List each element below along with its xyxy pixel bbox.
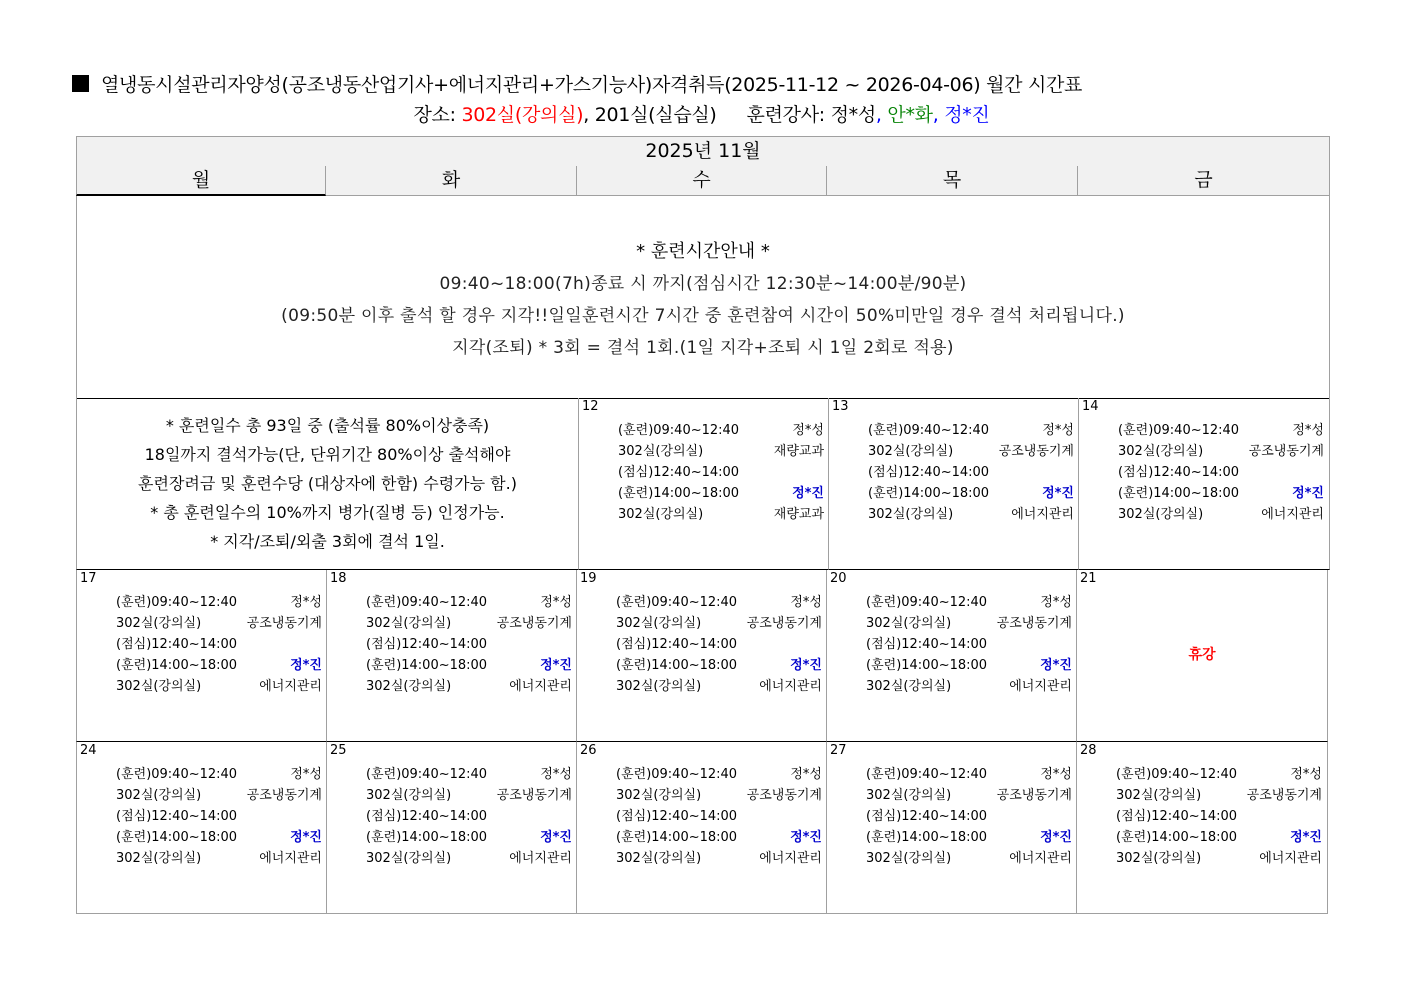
day-schedule — [1116, 764, 1322, 869]
day-schedule — [618, 420, 824, 525]
am-room: 302실(강의실) — [366, 616, 452, 631]
weekday-fri: 금 — [1078, 166, 1330, 196]
calendar-table — [76, 136, 1330, 916]
am-room: 302실(강의실) — [116, 616, 202, 631]
am-room: 302실(강의실) — [1118, 444, 1204, 459]
am-subject: 공조냉동기계 — [746, 788, 822, 803]
pm-time: (훈련)14:00~18:00 — [868, 486, 990, 501]
holiday-label: 휴강 — [1188, 647, 1216, 663]
day-cell — [576, 570, 826, 742]
day-number: 13 — [832, 399, 849, 414]
am-room-subject — [616, 613, 822, 634]
pm-subject: 에너지관리 — [1009, 851, 1072, 866]
pm-subject: 에너지관리 — [509, 851, 572, 866]
lunch-time: (점심)12:40~14:00 — [616, 809, 738, 824]
title-text: 열냉동시설관리자양성(공조냉동산업기사+에너지관리+가스기능사)자격취득(2025-11-12 ~ 2026-04-06) 월간 시간표 — [101, 74, 1083, 96]
day-number: 12 — [582, 399, 599, 414]
subtitle: 장소: 302실(강의실), 201실(실습실) 훈련강사: 정*성, 안*화, 정*진 — [413, 104, 990, 126]
notice-line: (09:50분 이후 출석 할 경우 지각!!일일훈련시간 7시간 중 훈련참여 시간이 50%미만일 경우 결석 처리됩니다.) — [281, 306, 1125, 326]
pm-instructor: 정*진 — [1292, 486, 1324, 501]
am-room: 302실(강의실) — [618, 444, 704, 459]
lunch — [616, 634, 822, 655]
pm-session — [366, 827, 572, 848]
am-session — [1116, 764, 1322, 785]
location-rest: , 201실(실습실) — [583, 104, 717, 126]
am-time: (훈련)09:40~12:40 — [116, 595, 238, 610]
lunch — [866, 634, 1072, 655]
month-header: 2025년 11월 — [76, 136, 1330, 167]
pm-room-subject — [116, 848, 322, 869]
day-cell — [578, 398, 828, 570]
pm-time: (훈련)14:00~18:00 — [866, 658, 988, 673]
am-session — [116, 764, 322, 785]
lunch-time: (점심)12:40~14:00 — [1116, 809, 1238, 824]
day-number: 28 — [1080, 743, 1097, 758]
am-instructor: 정*성 — [290, 767, 322, 782]
am-time: (훈련)09:40~12:40 — [618, 423, 740, 438]
day-schedule — [366, 764, 572, 869]
pm-subject: 에너지관리 — [1259, 851, 1322, 866]
pm-subject: 에너지관리 — [1009, 679, 1072, 694]
am-instructor: 정*성 — [790, 595, 822, 610]
pm-time: (훈련)14:00~18:00 — [618, 486, 740, 501]
am-room: 302실(강의실) — [616, 616, 702, 631]
am-subject: 공조냉동기계 — [996, 788, 1072, 803]
rule-line: * 지각/조퇴/외출 3회에 결석 1일. — [210, 532, 445, 551]
am-session — [868, 420, 1074, 441]
pm-session — [866, 655, 1072, 676]
am-room: 302실(강의실) — [116, 788, 202, 803]
day-cell — [326, 570, 576, 742]
pm-instructor: 정*진 — [540, 658, 572, 673]
pm-time: (훈련)14:00~18:00 — [116, 830, 238, 845]
am-time: (훈련)09:40~12:40 — [1116, 767, 1238, 782]
am-session — [616, 592, 822, 613]
day-cell — [826, 742, 1076, 914]
am-room: 302실(강의실) — [366, 788, 452, 803]
pm-room: 302실(강의실) — [868, 507, 954, 522]
am-time: (훈련)09:40~12:40 — [616, 767, 738, 782]
day-schedule — [616, 592, 822, 697]
pm-room-subject — [866, 676, 1072, 697]
pm-session — [616, 827, 822, 848]
am-time: (훈련)09:40~12:40 — [866, 767, 988, 782]
lunch-time: (점심)12:40~14:00 — [866, 637, 988, 652]
am-subject: 공조냉동기계 — [246, 788, 322, 803]
notice-heading: * 훈련시간안내 * — [636, 241, 770, 262]
pm-instructor: 정*진 — [290, 830, 322, 845]
lunch-time: (점심)12:40~14:00 — [116, 809, 238, 824]
pm-session — [1116, 827, 1322, 848]
pm-instructor: 정*진 — [792, 486, 824, 501]
am-instructor: 정*성 — [1290, 767, 1322, 782]
lunch — [366, 806, 572, 827]
pm-room: 302실(강의실) — [116, 851, 202, 866]
am-session — [366, 592, 572, 613]
am-session — [866, 764, 1072, 785]
day-cell — [1076, 570, 1328, 742]
pm-room: 302실(강의실) — [1118, 507, 1204, 522]
am-subject: 공조냉동기계 — [1248, 444, 1324, 459]
lunch-time: (점심)12:40~14:00 — [618, 465, 740, 480]
lunch — [1118, 462, 1324, 483]
pm-room: 302실(강의실) — [616, 679, 702, 694]
am-instructor: 정*성 — [1292, 423, 1324, 438]
am-room-subject — [366, 785, 572, 806]
am-session — [1118, 420, 1324, 441]
pm-room: 302실(강의실) — [116, 679, 202, 694]
pm-room: 302실(강의실) — [618, 507, 704, 522]
day-schedule — [868, 420, 1074, 525]
rule-line: 훈련장려금 및 훈련수당 (대상자에 한함) 수령가능 함.) — [138, 474, 517, 493]
am-instructor: 정*성 — [540, 595, 572, 610]
am-room-subject — [866, 613, 1072, 634]
day-cell — [828, 398, 1078, 570]
pm-room-subject — [616, 676, 822, 697]
pm-instructor: 정*진 — [1042, 486, 1074, 501]
am-time: (훈련)09:40~12:40 — [366, 767, 488, 782]
am-room-subject — [616, 785, 822, 806]
am-time: (훈련)09:40~12:40 — [116, 767, 238, 782]
pm-subject: 에너지관리 — [759, 851, 822, 866]
am-time: (훈련)09:40~12:40 — [616, 595, 738, 610]
pm-instructor: 정*진 — [790, 830, 822, 845]
am-room-subject — [618, 441, 824, 462]
lunch — [618, 462, 824, 483]
pm-room-subject — [116, 676, 322, 697]
pm-instructor: 정*진 — [540, 830, 572, 845]
pm-time: (훈련)14:00~18:00 — [366, 658, 488, 673]
am-instructor: 정*성 — [1040, 595, 1072, 610]
lunch — [616, 806, 822, 827]
rule-line: * 총 훈련일수의 10%까지 병가(질병 등) 인정가능. — [150, 503, 505, 522]
pm-room-subject — [1116, 848, 1322, 869]
day-cell — [76, 742, 326, 914]
am-subject: 공조냉동기계 — [746, 616, 822, 631]
pm-time: (훈련)14:00~18:00 — [116, 658, 238, 673]
am-session — [616, 764, 822, 785]
pm-room-subject — [868, 504, 1074, 525]
lunch — [1116, 806, 1322, 827]
lunch-time: (점심)12:40~14:00 — [868, 465, 990, 480]
am-instructor: 정*성 — [792, 423, 824, 438]
pm-subject: 에너지관리 — [509, 679, 572, 694]
week-row — [76, 570, 1330, 742]
am-subject: 공조냉동기계 — [1246, 788, 1322, 803]
document-title — [72, 70, 1332, 97]
day-schedule — [116, 592, 322, 697]
am-subject: 공조냉동기계 — [496, 616, 572, 631]
am-session — [116, 592, 322, 613]
am-instructor: 정*성 — [1042, 423, 1074, 438]
pm-instructor: 정*진 — [290, 658, 322, 673]
pm-subject: 에너지관리 — [259, 679, 322, 694]
am-room-subject — [116, 785, 322, 806]
pm-time: (훈련)14:00~18:00 — [366, 830, 488, 845]
pm-subject: 에너지관리 — [259, 851, 322, 866]
lunch — [868, 462, 1074, 483]
am-time: (훈련)09:40~12:40 — [1118, 423, 1240, 438]
pm-instructor: 정*진 — [1040, 658, 1072, 673]
am-instructor: 정*성 — [540, 767, 572, 782]
instructor-3: 정*진 — [944, 104, 990, 126]
pm-room: 302실(강의실) — [366, 679, 452, 694]
am-room: 302실(강의실) — [616, 788, 702, 803]
am-time: (훈련)09:40~12:40 — [366, 595, 488, 610]
weekday-thu: 목 — [827, 166, 1078, 196]
am-room-subject — [116, 613, 322, 634]
lunch-time: (점심)12:40~14:00 — [366, 637, 488, 652]
pm-subject: 에너지관리 — [1011, 507, 1074, 522]
am-subject: 공조냉동기계 — [246, 616, 322, 631]
pm-session — [616, 655, 822, 676]
day-number: 25 — [330, 743, 347, 758]
notice-line: 09:40~18:00(7h)종료 시 까지(점심시간 12:30분~14:00분/90분) — [439, 274, 967, 294]
day-cell — [826, 570, 1076, 742]
am-subject: 공조냉동기계 — [496, 788, 572, 803]
weekday-header-row — [76, 166, 1330, 196]
am-room: 302실(강의실) — [866, 616, 952, 631]
am-time: (훈련)09:40~12:40 — [866, 595, 988, 610]
lunch-time: (점심)12:40~14:00 — [616, 637, 738, 652]
pm-session — [618, 483, 824, 504]
am-room-subject — [366, 613, 572, 634]
lunch — [116, 806, 322, 827]
weekday-wed: 수 — [577, 166, 827, 196]
am-room-subject — [1116, 785, 1322, 806]
pm-session — [1118, 483, 1324, 504]
instructor-1: 정*성 — [830, 104, 876, 126]
pm-room: 302실(강의실) — [366, 851, 452, 866]
pm-room-subject — [866, 848, 1072, 869]
am-room: 302실(강의실) — [1116, 788, 1202, 803]
pm-session — [116, 827, 322, 848]
day-number: 20 — [830, 571, 847, 586]
pm-room: 302실(강의실) — [866, 679, 952, 694]
pm-time: (훈련)14:00~18:00 — [616, 830, 738, 845]
day-number: 26 — [580, 743, 597, 758]
am-room-subject — [866, 785, 1072, 806]
pm-instructor: 정*진 — [1290, 830, 1322, 845]
am-room-subject — [868, 441, 1074, 462]
day-cell — [326, 742, 576, 914]
pm-session — [366, 655, 572, 676]
pm-instructor: 정*진 — [790, 658, 822, 673]
day-number: 17 — [80, 571, 97, 586]
day-number: 18 — [330, 571, 347, 586]
am-session — [366, 764, 572, 785]
notice-line: 지각(조퇴) * 3회 = 결석 1회.(1일 지각+조퇴 시 1일 2회로 적용) — [452, 338, 954, 358]
pm-session — [868, 483, 1074, 504]
am-instructor: 정*성 — [290, 595, 322, 610]
day-cell — [1078, 398, 1330, 570]
am-subject: 공조냉동기계 — [998, 444, 1074, 459]
square-bullet-icon — [72, 75, 89, 92]
am-time: (훈련)09:40~12:40 — [868, 423, 990, 438]
pm-time: (훈련)14:00~18:00 — [616, 658, 738, 673]
day-schedule — [866, 764, 1072, 869]
am-session — [618, 420, 824, 441]
lunch-time: (점심)12:40~14:00 — [1118, 465, 1240, 480]
day-schedule — [616, 764, 822, 869]
training-hours-notice — [76, 196, 1330, 399]
week-row — [76, 398, 1330, 570]
day-schedule — [1118, 420, 1324, 525]
pm-room: 302실(강의실) — [616, 851, 702, 866]
day-number: 19 — [580, 571, 597, 586]
lunch-time: (점심)12:40~14:00 — [116, 637, 238, 652]
day-number: 27 — [830, 743, 847, 758]
lunch — [116, 634, 322, 655]
pm-room-subject — [616, 848, 822, 869]
day-schedule — [866, 592, 1072, 697]
pm-time: (훈련)14:00~18:00 — [866, 830, 988, 845]
day-number: 24 — [80, 743, 97, 758]
pm-room-subject — [366, 848, 572, 869]
rule-line: 18일까지 결석가능(단, 단위기간 80%이상 출석해야 — [144, 445, 511, 464]
lunch — [366, 634, 572, 655]
instructor-2: 안*화 — [887, 104, 933, 126]
day-cell — [76, 570, 326, 742]
day-number: 21 — [1080, 571, 1097, 586]
pm-subject: 재량교과 — [773, 507, 824, 522]
pm-room-subject — [1118, 504, 1324, 525]
location-label: 장소: — [413, 104, 462, 126]
instructor-label: 훈련강사: — [746, 104, 831, 126]
weekday-mon: 월 — [76, 166, 326, 196]
am-instructor: 정*성 — [1040, 767, 1072, 782]
day-cell — [1076, 742, 1328, 914]
lunch — [866, 806, 1072, 827]
day-cell — [576, 742, 826, 914]
pm-session — [116, 655, 322, 676]
am-room: 302실(강의실) — [868, 444, 954, 459]
day-schedule — [116, 764, 322, 869]
lunch-time: (점심)12:40~14:00 — [866, 809, 988, 824]
am-subject: 재량교과 — [773, 444, 824, 459]
pm-room-subject — [366, 676, 572, 697]
week-row — [76, 742, 1330, 914]
pm-time: (훈련)14:00~18:00 — [1116, 830, 1238, 845]
day-number: 14 — [1082, 399, 1099, 414]
am-instructor: 정*성 — [790, 767, 822, 782]
lunch-time: (점심)12:40~14:00 — [366, 809, 488, 824]
am-room-subject — [1118, 441, 1324, 462]
am-room: 302실(강의실) — [866, 788, 952, 803]
rule-line: * 훈련일수 총 93일 중 (출석률 80%이상충족) — [165, 416, 490, 435]
pm-room: 302실(강의실) — [866, 851, 952, 866]
pm-room: 302실(강의실) — [1116, 851, 1202, 866]
pm-room-subject — [618, 504, 824, 525]
pm-time: (훈련)14:00~18:00 — [1118, 486, 1240, 501]
day-schedule — [366, 592, 572, 697]
location-main: 302실(강의실) — [461, 104, 584, 126]
pm-session — [866, 827, 1072, 848]
weekday-tue: 화 — [326, 166, 577, 196]
pm-subject: 에너지관리 — [1261, 507, 1324, 522]
am-subject: 공조냉동기계 — [996, 616, 1072, 631]
am-session — [866, 592, 1072, 613]
pm-subject: 에너지관리 — [759, 679, 822, 694]
pm-instructor: 정*진 — [1040, 830, 1072, 845]
attendance-rules — [76, 398, 578, 570]
